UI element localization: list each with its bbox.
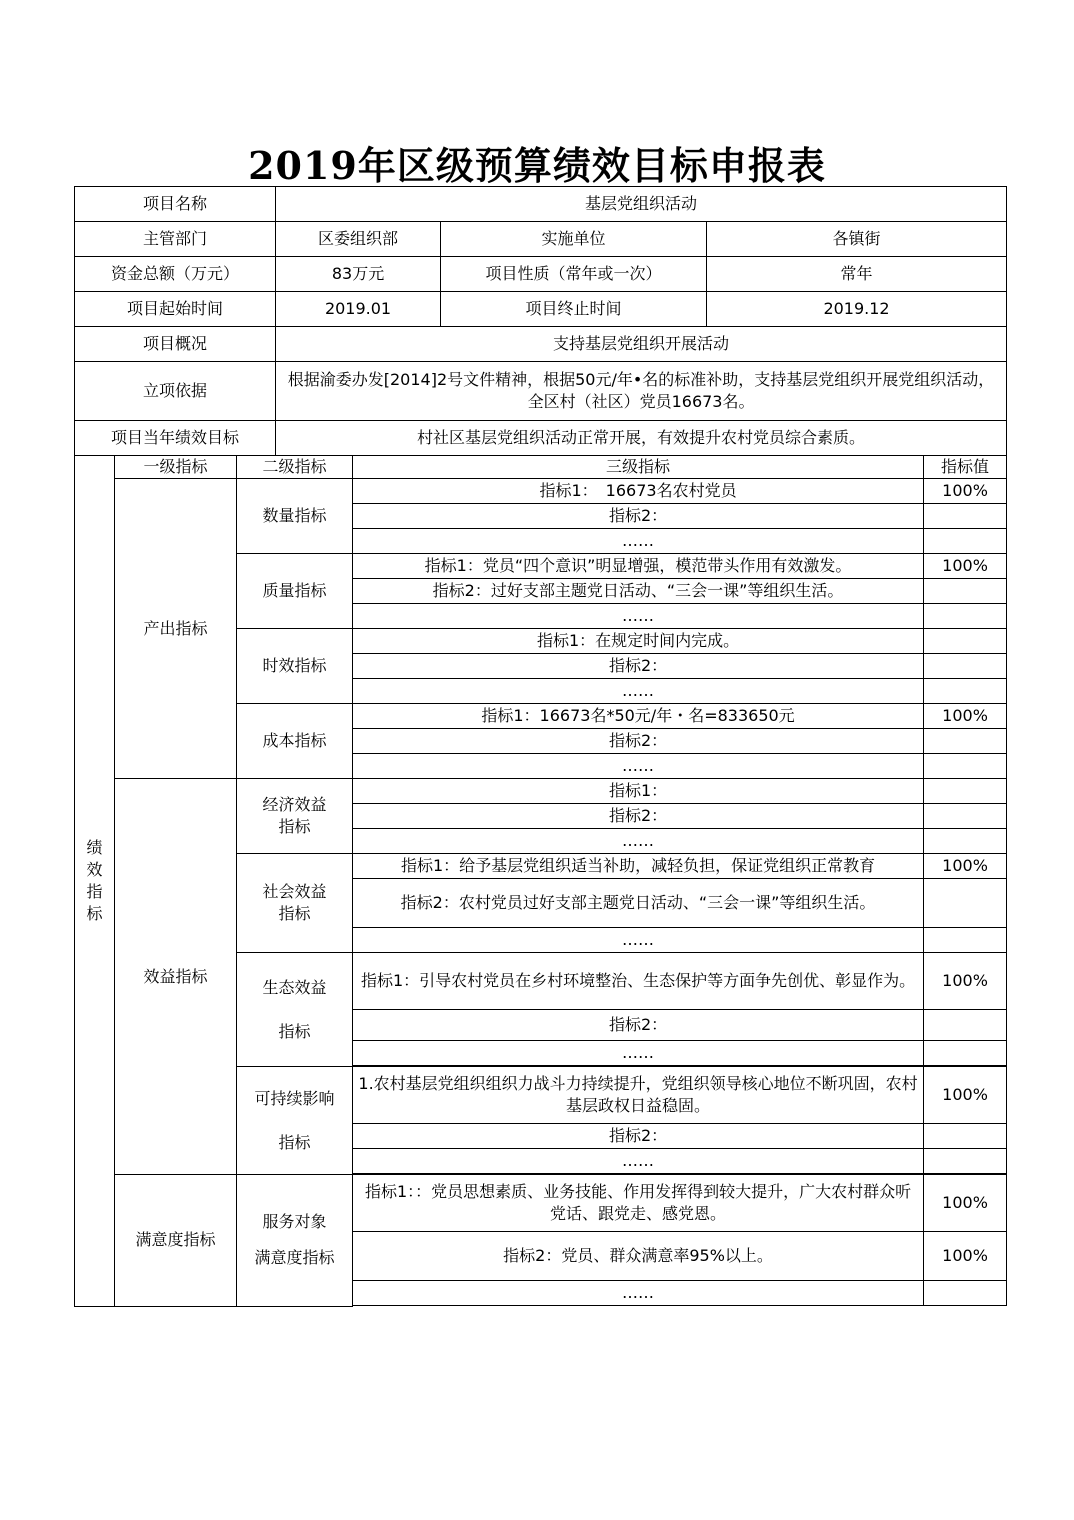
sustainable-indicator-1: 1.农村基层党组织组织力战斗力持续提升，党组织领导核心地位不断巩固，农村基层政权日益稳固。	[353, 1067, 924, 1124]
sustainable-indicator-3: ……	[353, 1149, 924, 1174]
header-level3: 三级指标	[353, 456, 924, 479]
budget-performance-form	[74, 186, 1007, 1307]
economic-label: 经济效益 指标	[237, 779, 353, 854]
dept-label: 主管部门	[75, 222, 276, 257]
sustainable-indicator-2: 指标2：	[353, 1124, 924, 1149]
row-annual-goal	[75, 421, 1007, 456]
basis-value: 根据渝委办发[2014]2号文件精神，根据50元/年•名的标准补助，支持基层党组织开展党组织活动，全区村（社区）党员16673名。	[276, 362, 1007, 421]
cost-value-3	[924, 754, 1007, 779]
cost-value-1: 100%	[924, 704, 1007, 729]
social-indicator-3: ……	[353, 928, 924, 953]
row-dept	[75, 222, 1007, 257]
performance-indicator-label: 绩 效 指 标	[75, 456, 115, 1307]
timeliness-indicator-1: 指标1：在规定时间内完成。	[353, 629, 924, 654]
quality-indicator-3: ……	[353, 604, 924, 629]
row-overview	[75, 327, 1007, 362]
nature-label: 项目性质（常年或一次）	[441, 257, 707, 292]
table-row	[75, 1175, 1007, 1232]
annual-goal-label: 项目当年绩效目标	[75, 421, 276, 456]
basis-label: 立项依据	[75, 362, 276, 421]
overview-value: 支持基层党组织开展活动	[276, 327, 1007, 362]
sustainable-value-3	[924, 1149, 1007, 1174]
timeliness-value-2	[924, 654, 1007, 679]
social-value-3	[924, 928, 1007, 953]
quantity-indicator-2: 指标2：	[353, 504, 924, 529]
cost-indicator-2: 指标2：	[353, 729, 924, 754]
ecological-indicator-2: 指标2：	[353, 1010, 924, 1041]
service-indicator-2: 指标2：党员、群众满意率95%以上。	[353, 1232, 924, 1281]
service-value-3	[924, 1281, 1007, 1306]
service-satisfaction-label: 服务对象 满意度指标	[237, 1175, 353, 1307]
economic-indicator-2: 指标2：	[353, 804, 924, 829]
impl-unit-value: 各镇街	[707, 222, 1007, 257]
nature-value: 常年	[707, 257, 1007, 292]
cost-value-2	[924, 729, 1007, 754]
page-title: 2019年区级预算绩效目标申报表	[248, 143, 826, 188]
timeliness-indicator-2: 指标2：	[353, 654, 924, 679]
quantity-value-3	[924, 529, 1007, 554]
dept-value: 区委组织部	[276, 222, 441, 257]
quantity-label: 数量指标	[237, 479, 353, 554]
cost-label: 成本指标	[237, 704, 353, 779]
benefit-label: 效益指标	[115, 779, 237, 1175]
economic-indicator-3: ……	[353, 829, 924, 854]
project-name-value: 基层党组织活动	[276, 187, 1007, 222]
ecological-indicator-1: 指标1：引导农村党员在乡村环境整治、生态保护等方面争先创优、彰显作为。	[353, 953, 924, 1010]
service-indicator-1: 指标1：：党员思想素质、业务技能、作用发挥得到较大提升，广大农村群众听党话、跟党走、感党恩。	[353, 1175, 924, 1232]
end-time-label: 项目终止时间	[441, 292, 707, 327]
funds-label: 资金总额（万元）	[75, 257, 276, 292]
satisfaction-label: 满意度指标	[115, 1175, 237, 1307]
timeliness-value-3	[924, 679, 1007, 704]
sustainable-value-1: 100%	[924, 1067, 1007, 1124]
social-indicator-1: 指标1：给予基层党组织适当补助，减轻负担，保证党组织正常教育	[353, 854, 924, 879]
quality-label: 质量指标	[237, 554, 353, 629]
social-label: 社会效益 指标	[237, 854, 353, 953]
quantity-indicator-1: 指标1： 16673名农村党员	[353, 479, 924, 504]
row-time	[75, 292, 1007, 327]
service-value-1: 100%	[924, 1175, 1007, 1232]
timeliness-indicator-3: ……	[353, 679, 924, 704]
quality-value-1: 100%	[924, 554, 1007, 579]
start-time-value: 2019.01	[276, 292, 441, 327]
timeliness-value-1	[924, 629, 1007, 654]
economic-value-1	[924, 779, 1007, 804]
header-level1: 一级指标	[115, 456, 237, 479]
social-value-2	[924, 879, 1007, 928]
economic-value-3	[924, 829, 1007, 854]
annual-goal-value: 村社区基层党组织活动正常开展，有效提升农村党员综合素质。	[276, 421, 1007, 456]
sustainable-value-2	[924, 1124, 1007, 1149]
row-basis	[75, 362, 1007, 421]
quality-value-3	[924, 604, 1007, 629]
social-value-1: 100%	[924, 854, 1007, 879]
overview-label: 项目概况	[75, 327, 276, 362]
ecological-value-1: 100%	[924, 953, 1007, 1010]
cost-indicator-1: 指标1：16673名*50元/年・名=833650元	[353, 704, 924, 729]
quantity-value-1: 100%	[924, 479, 1007, 504]
start-time-label: 项目起始时间	[75, 292, 276, 327]
row-project-name	[75, 187, 1007, 222]
cost-indicator-3: ……	[353, 754, 924, 779]
quality-indicator-1: 指标1：党员“四个意识”明显增强，模范带头作用有效激发。	[353, 554, 924, 579]
project-name-label: 项目名称	[75, 187, 276, 222]
row-funds	[75, 257, 1007, 292]
sustainable-label: 可持续影响 指标	[237, 1067, 353, 1175]
row-indicator-header	[75, 456, 1007, 479]
funds-value: 83万元	[276, 257, 441, 292]
header-value: 指标值	[924, 456, 1007, 479]
social-indicator-2: 指标2：农村党员过好支部主题党日活动、“三会一课”等组织生活。	[353, 879, 924, 928]
end-time-value: 2019.12	[707, 292, 1007, 327]
ecological-value-2	[924, 1010, 1007, 1041]
timeliness-label: 时效指标	[237, 629, 353, 704]
output-label: 产出指标	[115, 479, 237, 779]
quantity-value-2	[924, 504, 1007, 529]
quantity-indicator-3: ……	[353, 529, 924, 554]
impl-unit-label: 实施单位	[441, 222, 707, 257]
table-row	[75, 779, 1007, 804]
quality-value-2	[924, 579, 1007, 604]
ecological-label: 生态效益 指标	[237, 953, 353, 1067]
quality-indicator-2: 指标2：过好支部主题党日活动、“三会一课”等组织生活。	[353, 579, 924, 604]
ecological-value-3	[924, 1041, 1007, 1066]
service-value-2: 100%	[924, 1232, 1007, 1281]
ecological-indicator-3: ……	[353, 1041, 924, 1066]
header-level2: 二级指标	[237, 456, 353, 479]
table-row	[75, 479, 1007, 504]
service-indicator-3: ……	[353, 1281, 924, 1306]
economic-value-2	[924, 804, 1007, 829]
economic-indicator-1: 指标1：	[353, 779, 924, 804]
